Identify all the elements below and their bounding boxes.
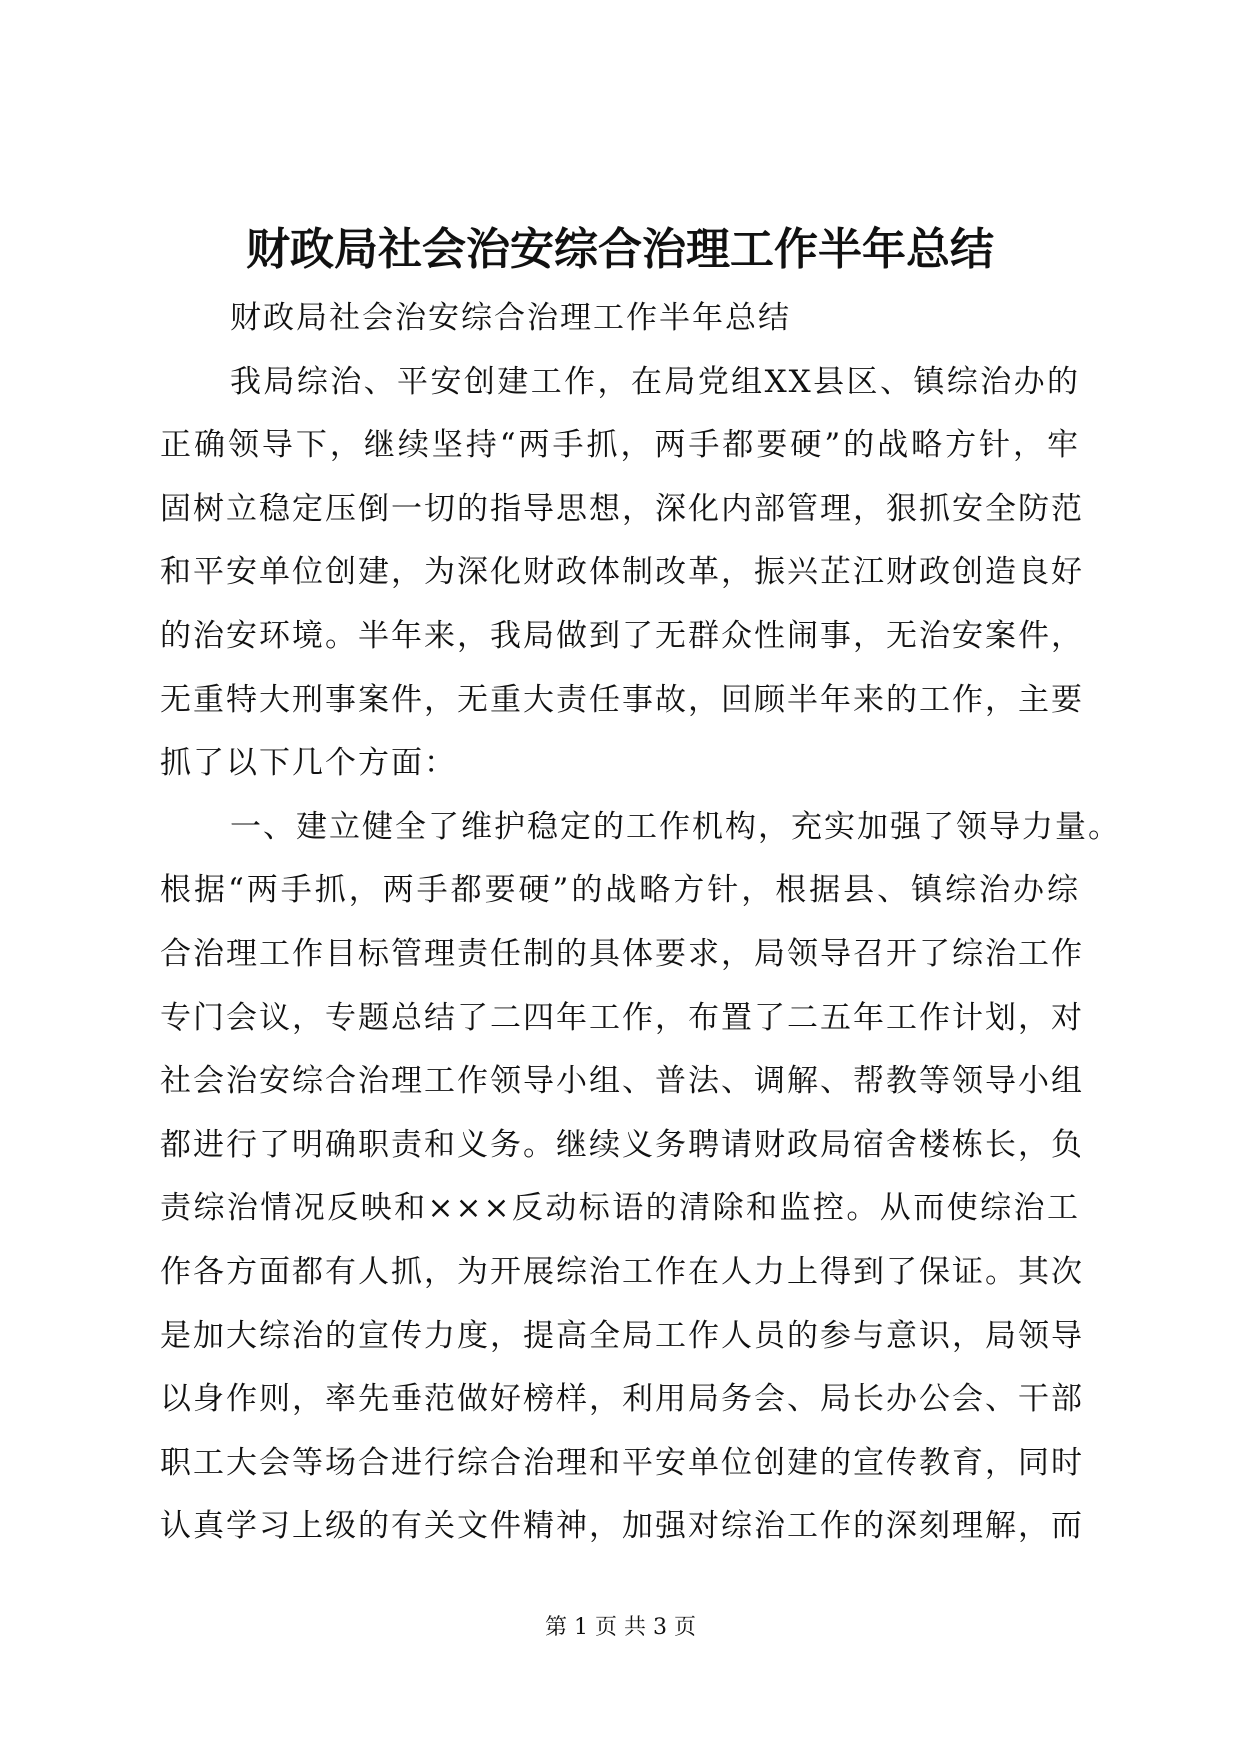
body-line: 抓了以下几个方面： <box>160 745 457 782</box>
body-line: 根据“两手抓，两手都要硬”的战略方针，根据县、镇综治办综 <box>160 872 1080 909</box>
body-line: 一、建立健全了维护稳定的工作机构，充实加强了领导力量。 <box>230 808 1121 845</box>
body-line: 固树立稳定压倒一切的指导思想，深化内部管理，狠抓安全防范 <box>160 490 1084 527</box>
document-body <box>160 287 1121 1559</box>
body-line: 作各方面都有人抓，为开展综治工作在人力上得到了保证。其次 <box>160 1253 1084 1290</box>
document-title: 财政局社会治安综合治理工作半年总结 <box>246 224 994 275</box>
body-subtitle-line: 财政局社会治安综合治理工作半年总结 <box>230 300 791 336</box>
page-number-footer: 第 1 页 共 3 页 <box>545 1615 696 1640</box>
body-line: 正确领导下，继续坚持“两手抓，两手都要硬”的战略方针，牢 <box>160 427 1080 464</box>
body-line: 我局综治、平安创建工作，在局党组XX县区、镇综治办的 <box>230 363 1080 400</box>
body-line: 合治理工作目标管理责任制的具体要求，局领导召开了综治工作 <box>160 935 1084 972</box>
body-line: 的治安环境。半年来，我局做到了无群众性闹事，无治安案件， <box>160 617 1084 654</box>
body-line: 专门会议，专题总结了二四年工作，布置了二五年工作计划，对 <box>160 999 1084 1036</box>
body-line: 认真学习上级的有关文件精神，加强对综治工作的深刻理解，而 <box>160 1508 1084 1545</box>
body-line: 无重特大刑事案件，无重大责任事故，回顾半年来的工作，主要 <box>160 681 1084 718</box>
body-line: 社会治安综合治理工作领导小组、普法、调解、帮教等领导小组 <box>160 1063 1084 1100</box>
body-line: 都进行了明确职责和义务。继续义务聘请财政局宿舍楼栋长，负 <box>160 1126 1084 1163</box>
body-line: 是加大综治的宣传力度，提高全局工作人员的参与意识，局领导 <box>160 1317 1084 1354</box>
body-line: 和平安单位创建，为深化财政体制改革，振兴芷江财政创造良好 <box>160 554 1084 591</box>
body-line: 职工大会等场合进行综合治理和平安单位创建的宣传教育，同时 <box>160 1444 1084 1481</box>
body-line: 责综治情况反映和×××反动标语的清除和监控。从而使综治工 <box>160 1190 1080 1227</box>
body-line: 以身作则，率先垂范做好榜样，利用局务会、局长办公会、干部 <box>160 1381 1084 1418</box>
